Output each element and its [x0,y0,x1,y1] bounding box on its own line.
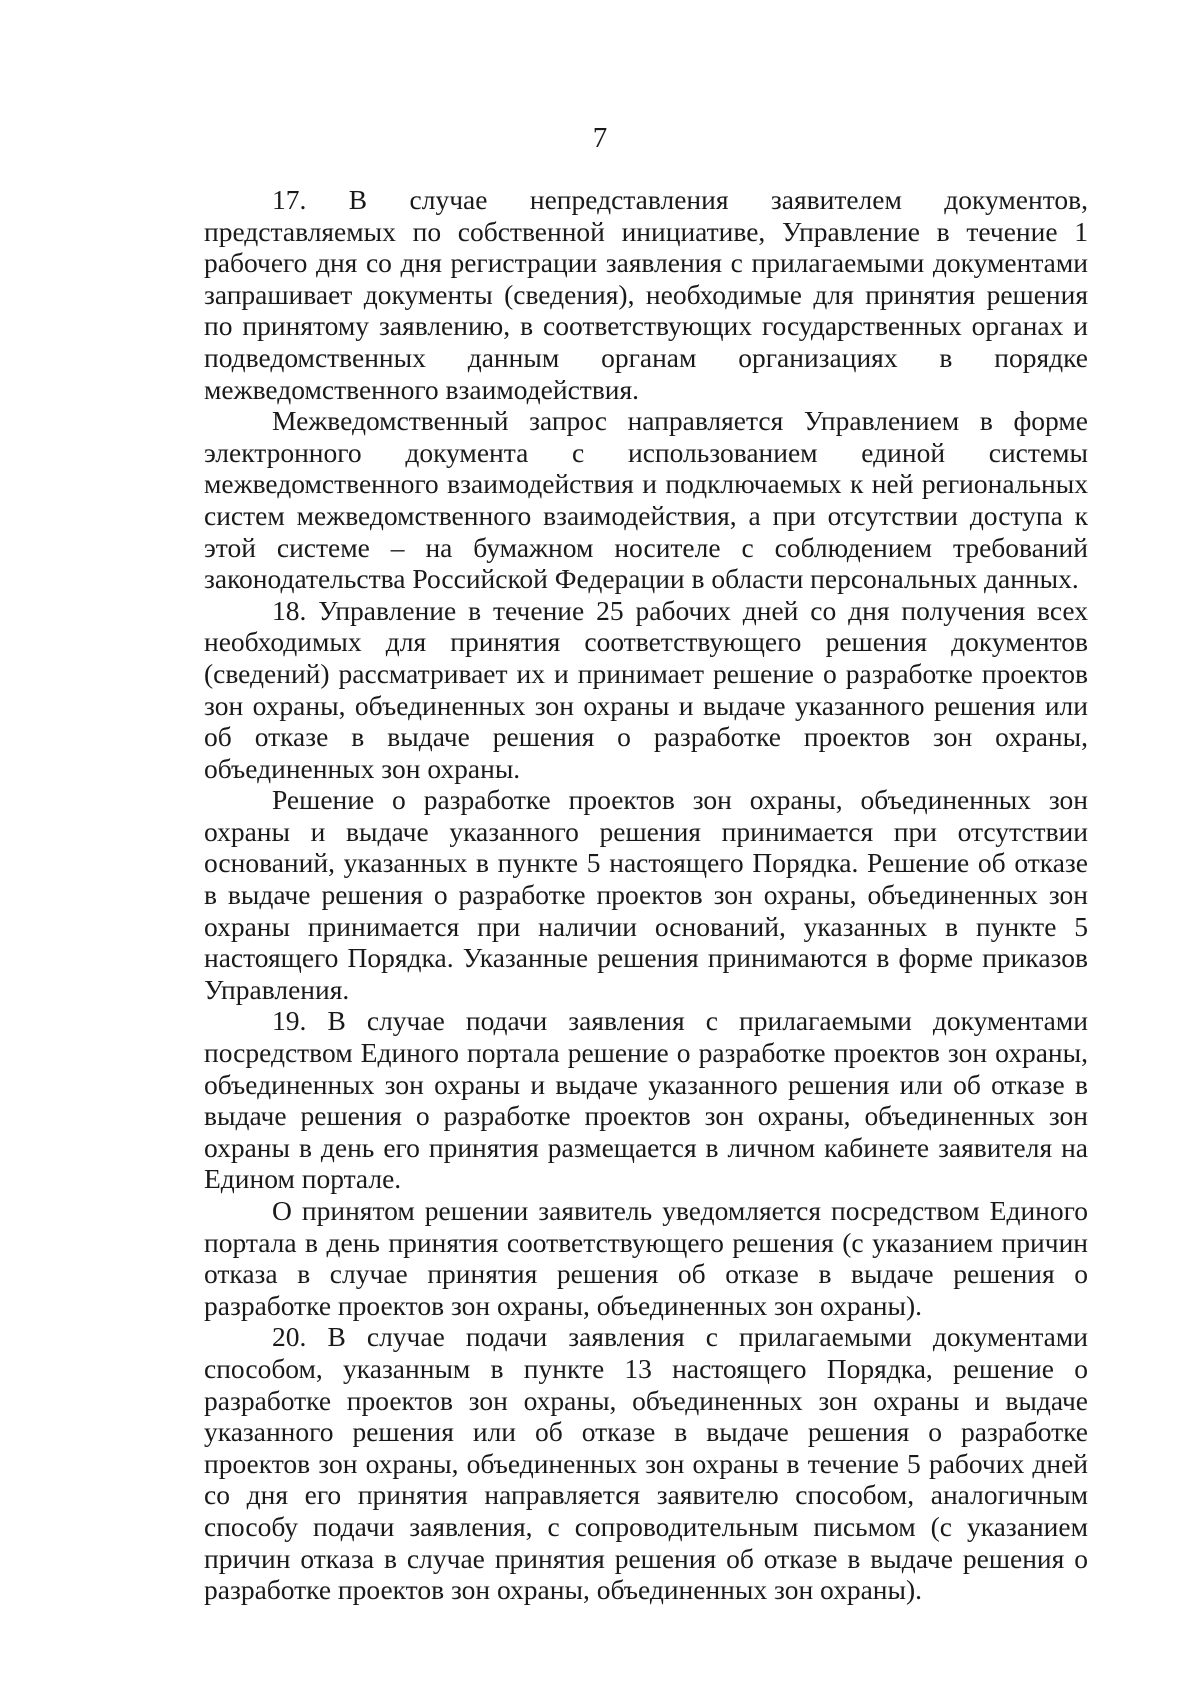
paragraph-17: 17. В случае непредставления заявителем документов, представляемых по собственной инициативе, Управление в течение 1 рабочего дня со дня регистрации заявления с прилагаемыми документами запрашивает документы (сведения), необходимые для принятия решения по принятому заявлению, в соответствующих государственных органах и подведомственных данным органам организациях в порядке межведомственного взаимодействия. [204,184,1088,405]
paragraph-19-notification: О принятом решении заявитель уведомляется посредством Единого портала в день принятия соответствующего решения (с указанием причин отказа в случае принятия решения об отказе в выдаче решения о разработке проектов зон охраны, объединенных зон охраны). [204,1195,1088,1321]
paragraph-18: 18. Управление в течение 25 рабочих дней со дня получения всех необходимых для принятия соответствующего решения документов (сведений) рассматривает их и принимает решение о разработке проектов зон охраны, объединенных зон охраны и выдаче указанного решения или об отказе в выдаче решения о разработке проектов зон охраны, объединенных зон охраны. [204,594,1088,784]
paragraph-19: 19. В случае подачи заявления с прилагаемыми документами посредством Единого портала решение о разработке проектов зон охраны, объединенных зон охраны и выдаче указанного решения или об отказе в выдаче решения о разработке проектов зон охраны, объединенных зон охраны в день его принятия размещается в личном кабинете заявителя на Едином портале. [204,1005,1088,1195]
document-body [204,184,1088,1606]
paragraph-17-interagency-request: Межведомственный запрос направляется Управлением в форме электронного документа с использованием единой системы межведомственного взаимодействия и подключаемых к ней региональных систем межведомственного взаимодействия, а при отсутствии доступа к этой системе – на бумажном носителе с соблюдением требований законодательства Российской Федерации в области персональных данных. [204,405,1088,595]
paragraph-20: 20. В случае подачи заявления с прилагаемыми документами способом, указанным в пункте 13 настоящего Порядка, решение о разработке проектов зон охраны, объединенных зон охраны и выдаче указанного решения или об отказе в выдаче решения о разработке проектов зон охраны, объединенных зон охраны в течение 5 рабочих дней со дня его принятия направляется заявителю способом, аналогичным способу подачи заявления, с сопроводительным письмом (с указанием причин отказа в случае принятия решения об отказе в выдаче решения о разработке проектов зон охраны, объединенных зон охраны). [204,1321,1088,1606]
page-number: 7 [592,122,608,154]
paragraph-18-decision-grounds: Решение о разработке проектов зон охраны, объединенных зон охраны и выдаче указанного решения принимается при отсутствии оснований, указанных в пункте 5 настоящего Порядка. Решение об отказе в выдаче решения о разработке проектов зон охраны, объединенных зон охраны принимается при наличии оснований, указанных в пункте 5 настоящего Порядка. Указанные решения принимаются в форме приказов Управления. [204,784,1088,1005]
